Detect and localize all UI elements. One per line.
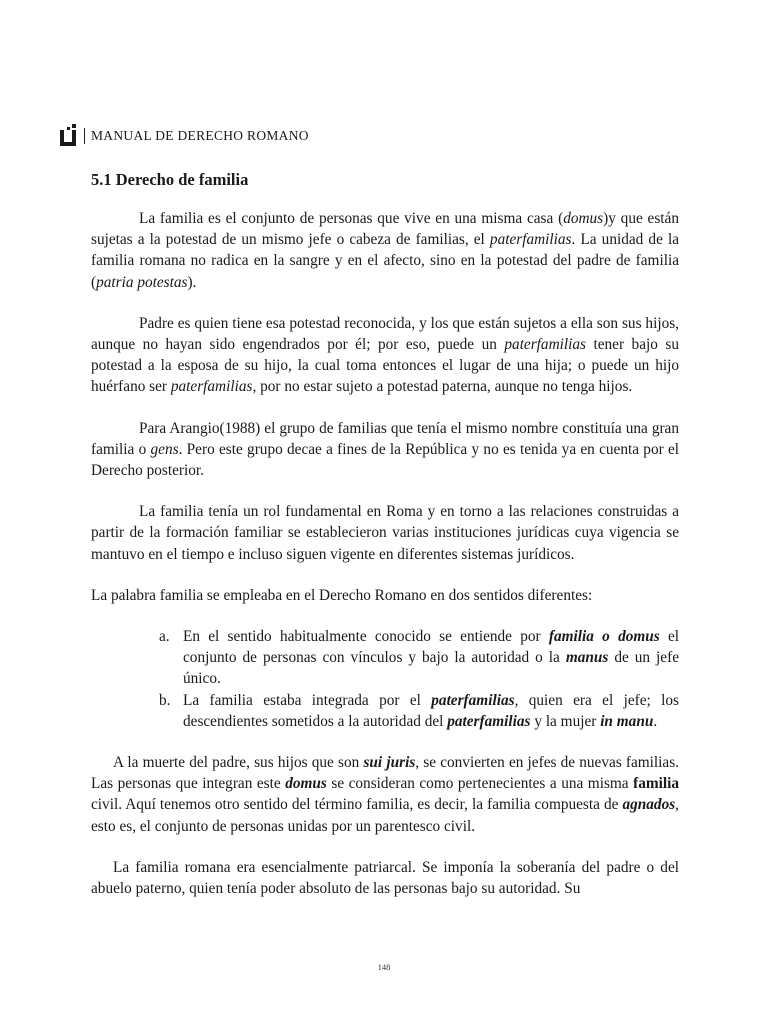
text-run: Padre es quien tiene esa potestad reconocida, y los que están sujetos a ella son sus hijos, aunque no hayan sido engendrados por él; por eso, puede un — [91, 314, 679, 354]
bold-italic-term: in manu — [600, 712, 654, 730]
paragraph-4 — [91, 501, 679, 565]
text-run: , esto es, el conjunto de personas unidas por un parentesco civil. — [91, 796, 679, 835]
text-run — [594, 628, 602, 645]
list-marker: b. — [159, 691, 171, 709]
text-run: de un jefe único. — [183, 649, 679, 688]
body-text — [91, 208, 679, 919]
running-header-title: MANUAL DE DERECHO ROMANO — [84, 128, 309, 144]
italic-term: paterfamilias — [170, 378, 253, 396]
text-run — [610, 628, 618, 645]
bold-italic-term: paterfamilias — [431, 691, 515, 709]
bold-italic-term: familia — [548, 628, 594, 646]
text-run: , quien era el jefe; los descendientes sometidos a la autoridad del — [183, 691, 679, 730]
bold-italic-term: domus — [618, 628, 660, 646]
paragraph-6 — [91, 752, 679, 837]
text-run: . Pero este grupo decae a fines de la República y no es tenida ya en cuenta por el Derecho posterior. — [91, 440, 679, 480]
text-run: , se convierten en jefes de nuevas familias. Las personas que integran este — [91, 754, 679, 793]
running-header — [58, 124, 309, 148]
text-run: el conjunto de personas con vínculos y bajo la autoridad o la — [183, 628, 680, 667]
text-run: , por no estar sujeto a potestad paterna, aunque no tenga hijos. — [252, 378, 633, 396]
senses-list — [91, 626, 679, 732]
text-run: civil. Aquí tenemos otro sentido del término familia, es decir, la familia compuesta de — [91, 796, 623, 814]
text-run: La familia es el conjunto de personas que vive en una misma casa ( — [139, 210, 564, 227]
paragraph-5 — [91, 585, 679, 606]
list-item-a — [159, 626, 680, 690]
italic-term: paterfamilias — [489, 231, 572, 249]
bold-italic-term: paterfamilias — [447, 712, 531, 730]
italic-term: patria potestas — [96, 273, 188, 291]
section-title: 5.1 Derecho de familia — [91, 170, 249, 189]
page-number: 148 — [377, 962, 391, 972]
italic-term: domus — [563, 210, 604, 227]
bold-italic-term: manus — [565, 649, 609, 667]
text-run: . — [653, 712, 658, 730]
publisher-logo-icon — [58, 124, 78, 148]
text-run: La familia romana era esencialmente patriarcal. Se imponía la soberanía del padre o del abuelo paterno, quien tenía poder absoluto de las personas bajo su autoridad. Su — [91, 858, 679, 898]
italic-term: gens — [150, 440, 179, 458]
text-run: La familia tenía un rol fundamental en Roma y en torno a las relaciones construidas a partir de la formación familiar se establecieron varias instituciones jurídicas cuya vigencia se mantuvo en el tiempo e incluso siguen vigente en diferentes sistemas jurídicos. — [91, 503, 679, 563]
paragraph-3 — [91, 418, 679, 482]
text-run: En el sentido habitualmente conocido se entiende por — [183, 628, 549, 646]
bold-italic-term: domus — [285, 775, 327, 793]
paragraph-1 — [91, 208, 679, 293]
list-marker: a. — [159, 628, 170, 646]
text-run: Para Arangio(1988) el grupo de familias que tenía el mismo nombre constituía una gran familia o — [91, 419, 679, 458]
paragraph-2 — [91, 313, 679, 398]
bold-italic-term: o — [602, 628, 610, 646]
text-run: )y que están sujetas a la potestad de un mismo jefe o cabeza de familias, el — [91, 210, 679, 249]
bold-italic-term: agnados — [622, 796, 676, 814]
publisher-logo-svg — [58, 124, 78, 148]
text-run: se consideran como pertenecientes a una misma — [326, 775, 634, 793]
bold-term: familia — [633, 775, 679, 793]
text-run: ). — [187, 273, 197, 291]
paragraph-7 — [91, 857, 679, 899]
text-run: La familia estaba integrada por el — [183, 691, 432, 709]
text-run: A la muerte del padre, sus hijos que son — [113, 754, 364, 772]
list-item-b — [159, 690, 679, 732]
text-run: . La unidad de la familia romana no radica en la sangre y en el afecto, sino en la potestad del padre de familia ( — [91, 231, 679, 291]
text-run: tener bajo su potestad a la esposa de su hijo, la cual toma entonces el lugar de una hija; o puede un hijo huérfano ser — [91, 336, 679, 396]
italic-term: paterfamilias — [504, 336, 586, 354]
bold-italic-term: sui juris — [363, 754, 416, 772]
text-run: y la mujer — [530, 712, 601, 730]
text-run: La palabra familia se empleaba en el Derecho Romano en dos sentidos diferentes: — [91, 586, 593, 604]
